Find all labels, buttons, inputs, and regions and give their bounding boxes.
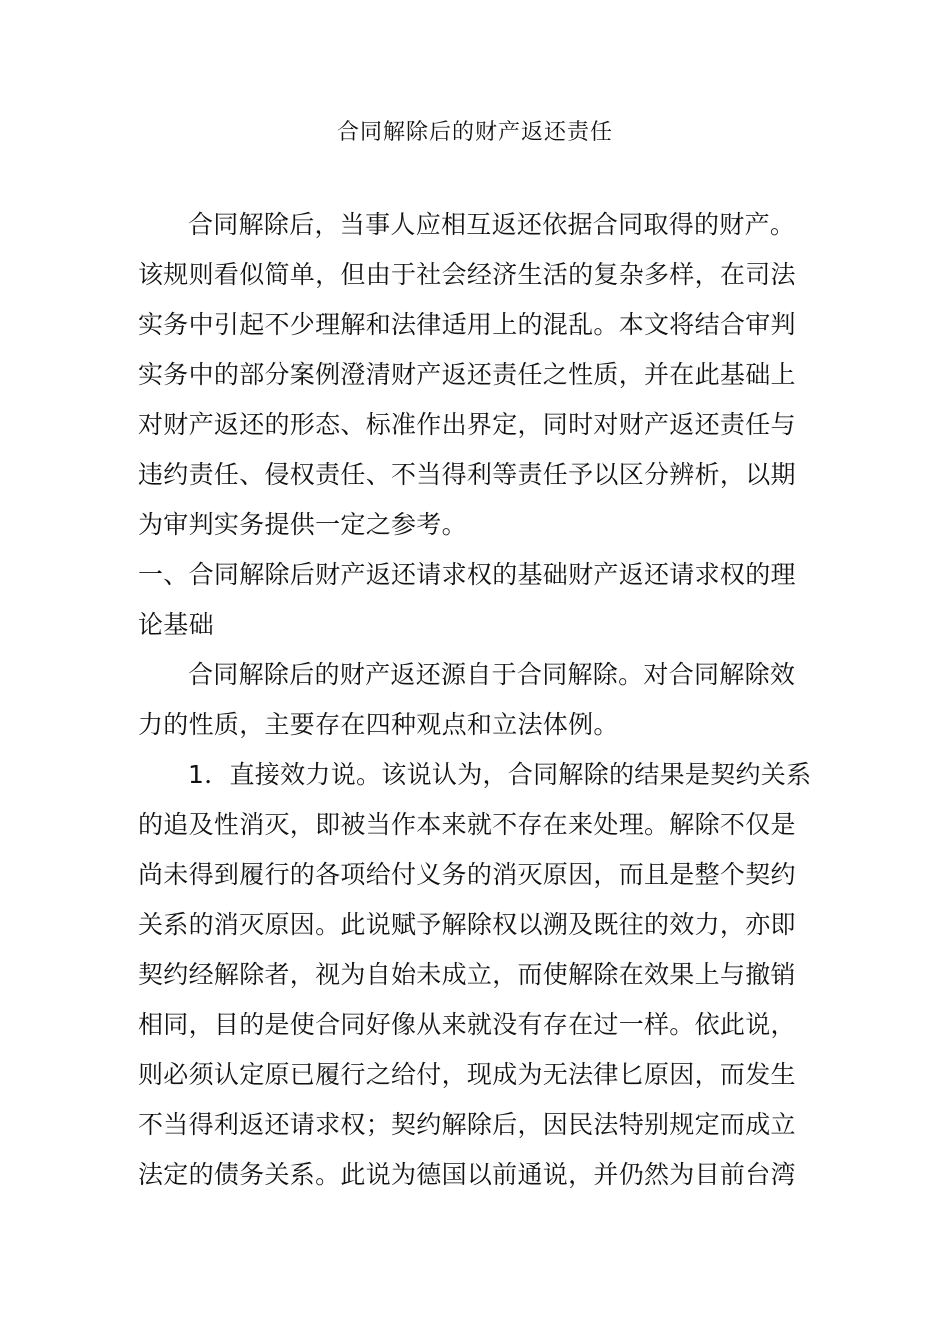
paragraph-line: 实务中引起不少理解和法律适用上的混乱。本文将结合审判 — [138, 310, 796, 339]
paragraph-line: 则必须认定原已履行之给付，现成为无法律匕原因，而发生 — [138, 1060, 796, 1089]
paragraph-line: 1．直接效力说。该说认为，合同解除的结果是契约关系 — [188, 760, 812, 789]
paragraph-line: 合同解除后，当事人应相互返还依据合同取得的财产。 — [188, 210, 796, 239]
paragraph-line: 力的性质，主要存在四种观点和立法体例。 — [138, 710, 619, 739]
paragraph-line: 对财产返还的形态、标准作出界定，同时对财产返还责任与 — [138, 410, 796, 439]
paragraph-line: 为审判实务提供一定之参考。 — [138, 510, 467, 539]
section-heading-line: 论基础 — [138, 610, 214, 639]
paragraph-line: 契约经解除者，视为自始未成立，而使解除在效果上与撤销 — [138, 960, 796, 989]
paragraph-line: 相同，目的是使合同好像从来就没有存在过一样。依此说， — [138, 1010, 796, 1039]
section-heading-line: 一、合同解除后财产返还请求权的基础财产返还请求权的理 — [138, 560, 796, 589]
paragraph-line: 该规则看似简单，但由于社会经济生活的复杂多样，在司法 — [138, 260, 796, 289]
document-title: 合同解除后的财产返还责任 — [336, 120, 613, 145]
paragraph-line: 的追及性消灭，即被当作本来就不存在来处理。解除不仅是 — [138, 810, 796, 839]
paragraph-line: 违约责任、侵权责任、不当得利等责任予以区分辨析，以期 — [138, 460, 796, 489]
paragraph-line: 尚未得到履行的各项给付义务的消灭原因，而且是整个契约 — [138, 860, 796, 889]
paragraph-line: 法定的债务关系。此说为德国以前通说，并仍然为目前台湾 — [138, 1160, 796, 1189]
paragraph-line: 实务中的部分案例澄清财产返还责任之性质，并在此基础上 — [138, 360, 796, 389]
paragraph-line: 不当得利返还请求权；契约解除后，因民法特别规定而成立 — [138, 1110, 796, 1139]
paragraph-line: 关系的消灭原因。此说赋予解除权以溯及既往的效力，亦即 — [138, 910, 796, 939]
document-body — [138, 200, 828, 1200]
paragraph-line: 合同解除后的财产返还源自于合同解除。对合同解除效 — [188, 660, 796, 689]
